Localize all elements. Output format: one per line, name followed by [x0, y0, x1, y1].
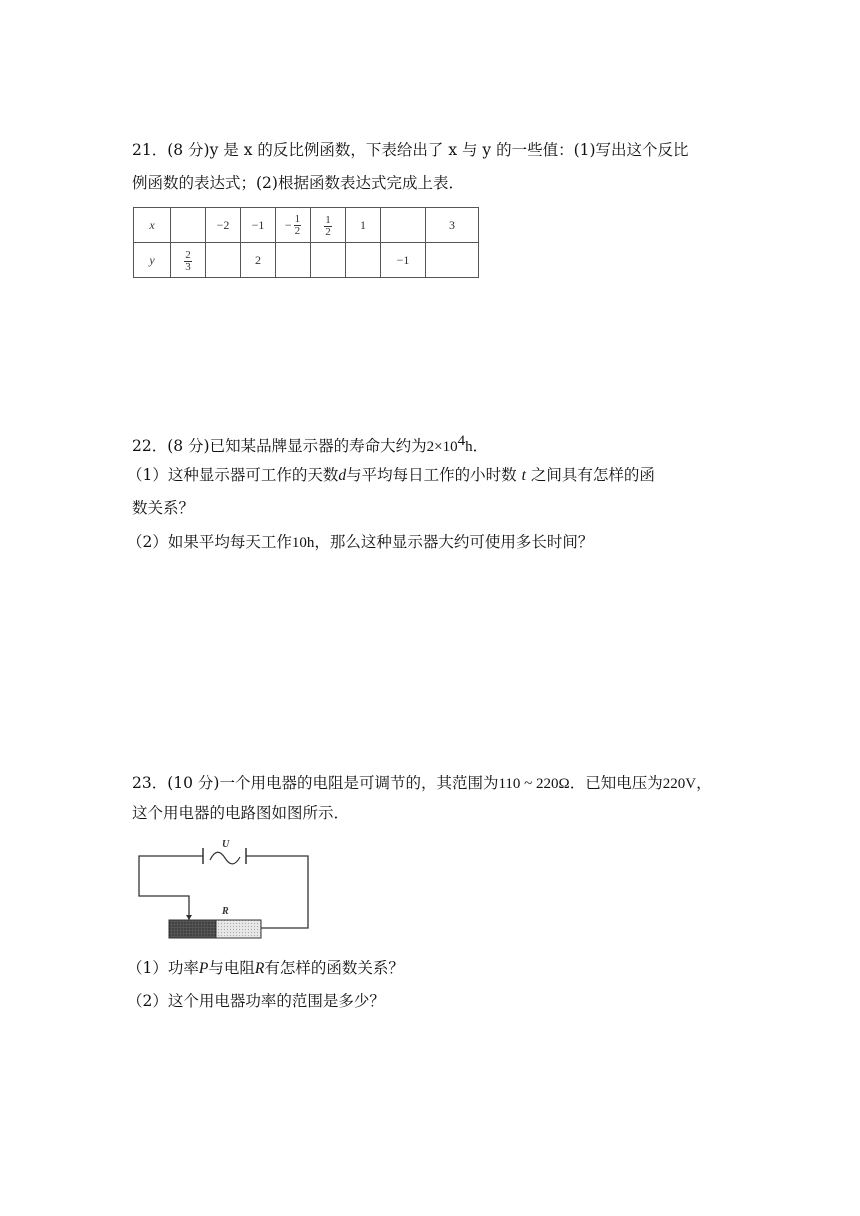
- table-cell: − $\frac{1}{2}$: [276, 208, 311, 243]
- table-cell: [311, 243, 346, 278]
- ac-source-icon: [210, 852, 240, 864]
- wire-right: [246, 856, 308, 928]
- table-cell: 1: [346, 208, 381, 243]
- q23-part1: （1）功率P与电阻R有怎样的函数关系？: [127, 959, 404, 977]
- slider-arrow: [186, 915, 192, 920]
- label-u: U: [222, 839, 230, 850]
- resistor-light-part: [216, 920, 261, 938]
- q22-part1-line1: （1）这种显示器可工作的天数d与平均每日工作的小时数 t 之间具有怎样的函: [127, 466, 655, 484]
- q21-line1: 21．(8 分)y 是 x 的反比例函数，下表给出了 x 与 y 的一些值：(1)写出这个反比: [132, 141, 689, 159]
- table-cell: 3: [426, 208, 479, 243]
- q23-line1: 23．(10 分)一个用电器的电阻是可调节的，其范围为110 ~ 220Ω．已知电压为220V，: [132, 774, 712, 792]
- resistor-dark-part: [169, 920, 216, 938]
- table-head-x: x: [134, 208, 171, 243]
- table-cell: [381, 208, 426, 243]
- table-cell: $\frac{1}{2}$: [311, 208, 346, 243]
- q23-line2: 这个用电器的电路图如图所示．: [132, 804, 350, 822]
- table-row-x: [134, 208, 479, 243]
- q23-part2: （2）这个用电器功率的范围是多少？: [127, 992, 385, 1010]
- table-cell: [346, 243, 381, 278]
- table-cell: [171, 208, 206, 243]
- table-cell: 2: [241, 243, 276, 278]
- label-r: R: [222, 906, 229, 917]
- q22-part1-line2: 数关系？: [132, 499, 195, 517]
- table-cell: [206, 243, 241, 278]
- q22-part2: （2）如果平均每天工作10h，那么这种显示器大约可使用多长时间？: [127, 533, 594, 551]
- circuit-diagram: [130, 838, 320, 946]
- table-cell: [276, 243, 311, 278]
- table-head-y: y: [134, 243, 171, 278]
- table-cell: −1: [241, 208, 276, 243]
- q22-line1: 22．(8 分)已知某品牌显示器的寿命大约为$2\times 10^4h$．: [132, 433, 489, 455]
- table-row-y: [134, 243, 479, 278]
- table-cell: [426, 243, 479, 278]
- wire-left: [139, 856, 203, 916]
- table-cell: −1: [381, 243, 426, 278]
- q21-line2: 例函数的表达式；(2)根据函数表达式完成上表．: [132, 174, 464, 192]
- table-cell: −2: [206, 208, 241, 243]
- table-cell: $\frac{2}{3}$: [171, 243, 206, 278]
- value-table: [133, 207, 479, 278]
